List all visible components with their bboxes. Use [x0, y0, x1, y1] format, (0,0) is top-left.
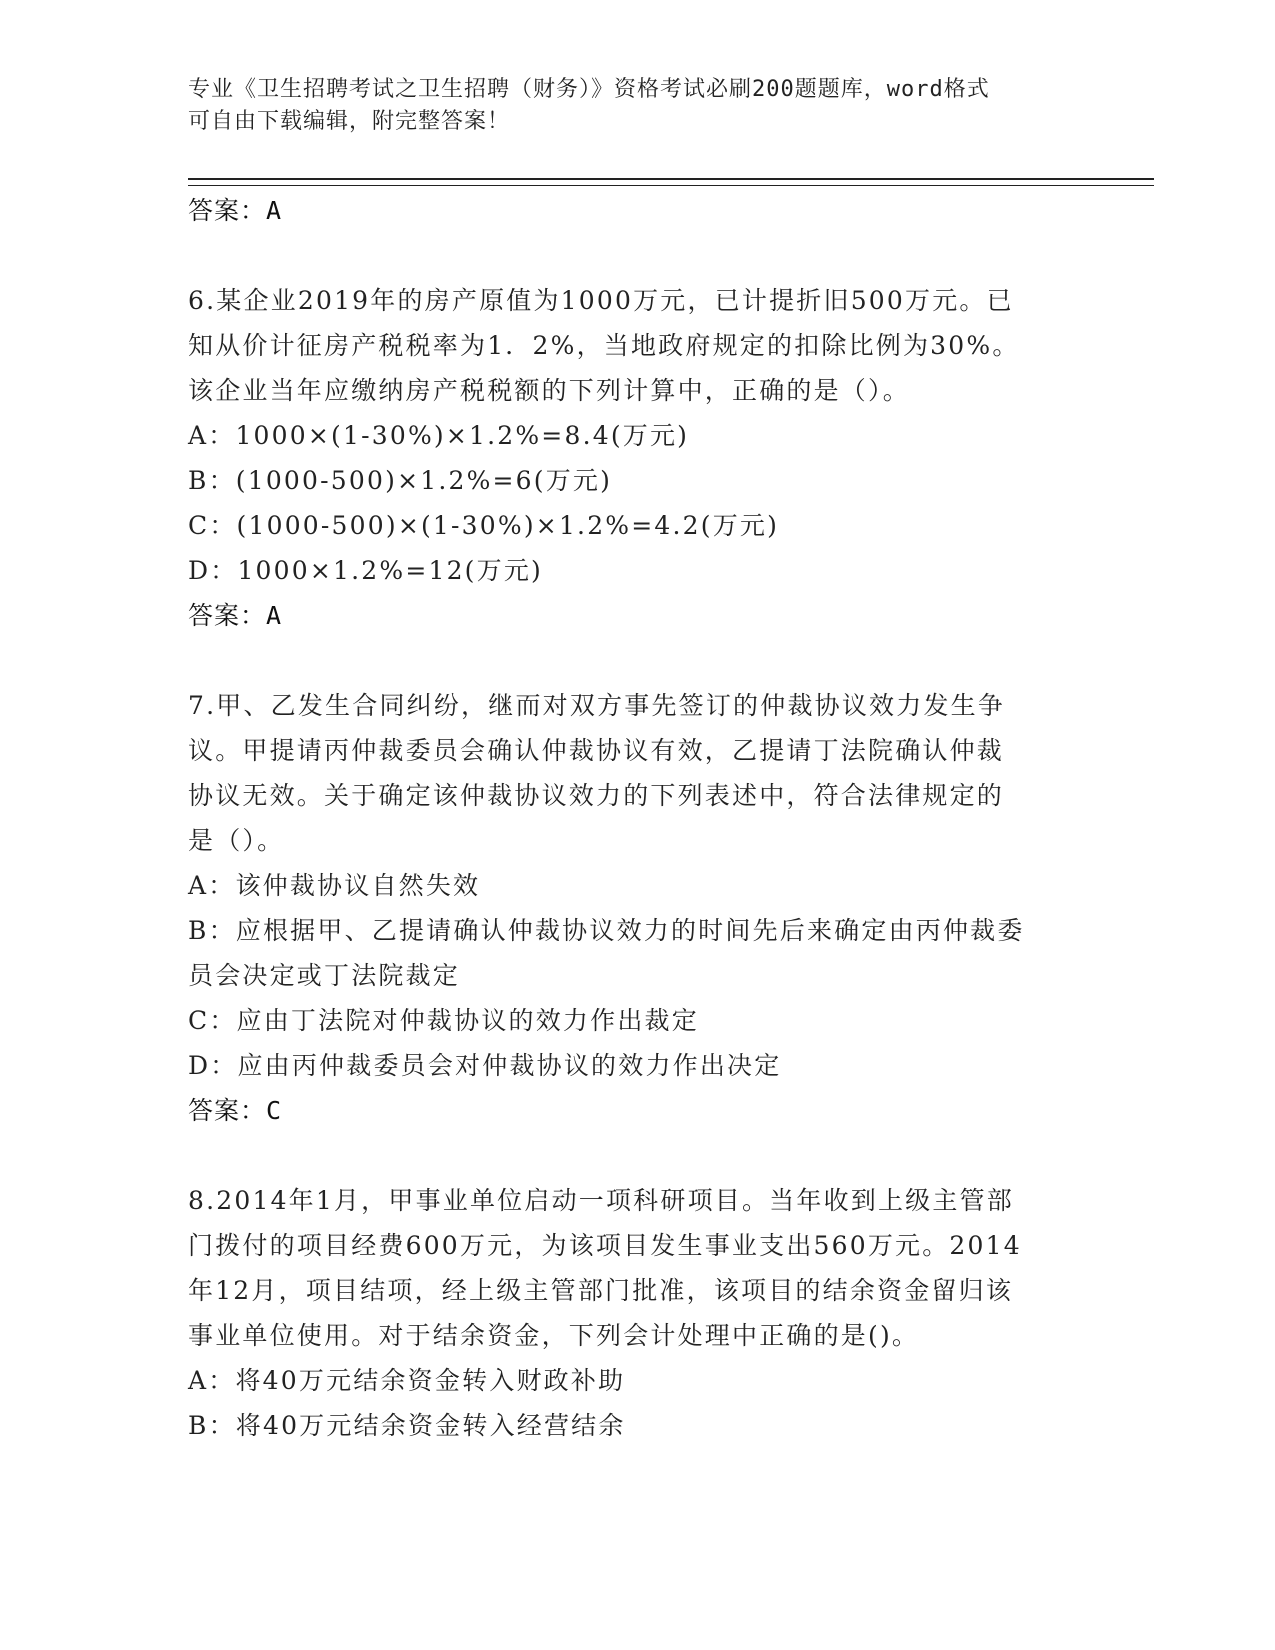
- page-header: [188, 74, 1068, 138]
- question-7: [188, 683, 1068, 1133]
- option-a: A：将40万元结余资金转入财政补助: [188, 1366, 626, 1395]
- question-8: [188, 1178, 1068, 1448]
- option-a: A：1000×(1-30%)×1.2%=8.4(万元): [188, 421, 690, 450]
- question-stem-line: 6.某企业2019年的房产原值为1000万元，已计提折旧500万元。已: [188, 286, 1014, 315]
- question-stem-line: 该企业当年应缴纳房产税税额的下列计算中，正确的是（）。: [188, 376, 910, 405]
- question-stem-line: 8.2014年1月，甲事业单位启动一项科研项目。当年收到上级主管部: [188, 1186, 1014, 1215]
- answer-line: 答案：A: [188, 601, 283, 630]
- question-6: [188, 278, 1068, 638]
- header-line-1: 专业《卫生招聘考试之卫生招聘（财务）》资格考试必刷200题题库，word格式: [188, 77, 990, 102]
- option-c: C：(1000-500)×(1-30%)×1.2%=4.2(万元): [188, 511, 780, 540]
- option-c: C：应由丁法院对仲裁协议的效力作出裁定: [188, 1006, 699, 1035]
- option-b: B：应根据甲、乙提请确认仲裁协议效力的时间先后来确定由丙仲裁委: [188, 916, 1025, 945]
- option-b: B：将40万元结余资金转入经营结余: [188, 1411, 626, 1440]
- question-stem-line: 是（）。: [188, 826, 285, 855]
- option-d: D：应由丙仲裁委员会对仲裁协议的效力作出决定: [188, 1051, 782, 1080]
- spacer: [188, 233, 1068, 278]
- answer-line: 答案：A: [188, 196, 283, 225]
- question-stem-line: 年12月，项目结项，经上级主管部门批准，该项目的结余资金留归该: [188, 1276, 1014, 1305]
- option-a: A：该仲裁协议自然失效: [188, 871, 481, 900]
- question-stem-line: 议。甲提请丙仲裁委员会确认仲裁协议有效，乙提请丁法院确认仲裁: [188, 736, 1005, 765]
- option-b-continued: 员会决定或丁法院裁定: [188, 961, 461, 990]
- question-stem-line: 7.甲、乙发生合同纠纷，继而对双方事先签订的仲裁协议效力发生争: [188, 691, 1006, 720]
- answer-line: 答案：C: [188, 1096, 283, 1125]
- question-stem-line: 门拨付的项目经费600万元，为该项目发生事业支出560万元。2014: [188, 1231, 1022, 1260]
- question-stem-line: 知从价计征房产税税率为1．2%，当地政府规定的扣除比例为30%。: [188, 331, 1020, 360]
- header-line-2: 可自由下载编辑，附完整答案！: [188, 109, 511, 134]
- question-stem-line: 协议无效。关于确定该仲裁协议效力的下列表述中，符合法律规定的: [188, 781, 1005, 810]
- spacer: [188, 638, 1068, 683]
- header-divider: [188, 178, 1154, 186]
- question-content: [188, 188, 1068, 1448]
- spacer: [188, 1133, 1068, 1178]
- option-b: B：(1000-500)×1.2%=6(万元): [188, 466, 613, 495]
- option-d: D：1000×1.2%=12(万元): [188, 556, 543, 585]
- question-stem-line: 事业单位使用。对于结余资金，下列会计处理中正确的是()。: [188, 1321, 920, 1350]
